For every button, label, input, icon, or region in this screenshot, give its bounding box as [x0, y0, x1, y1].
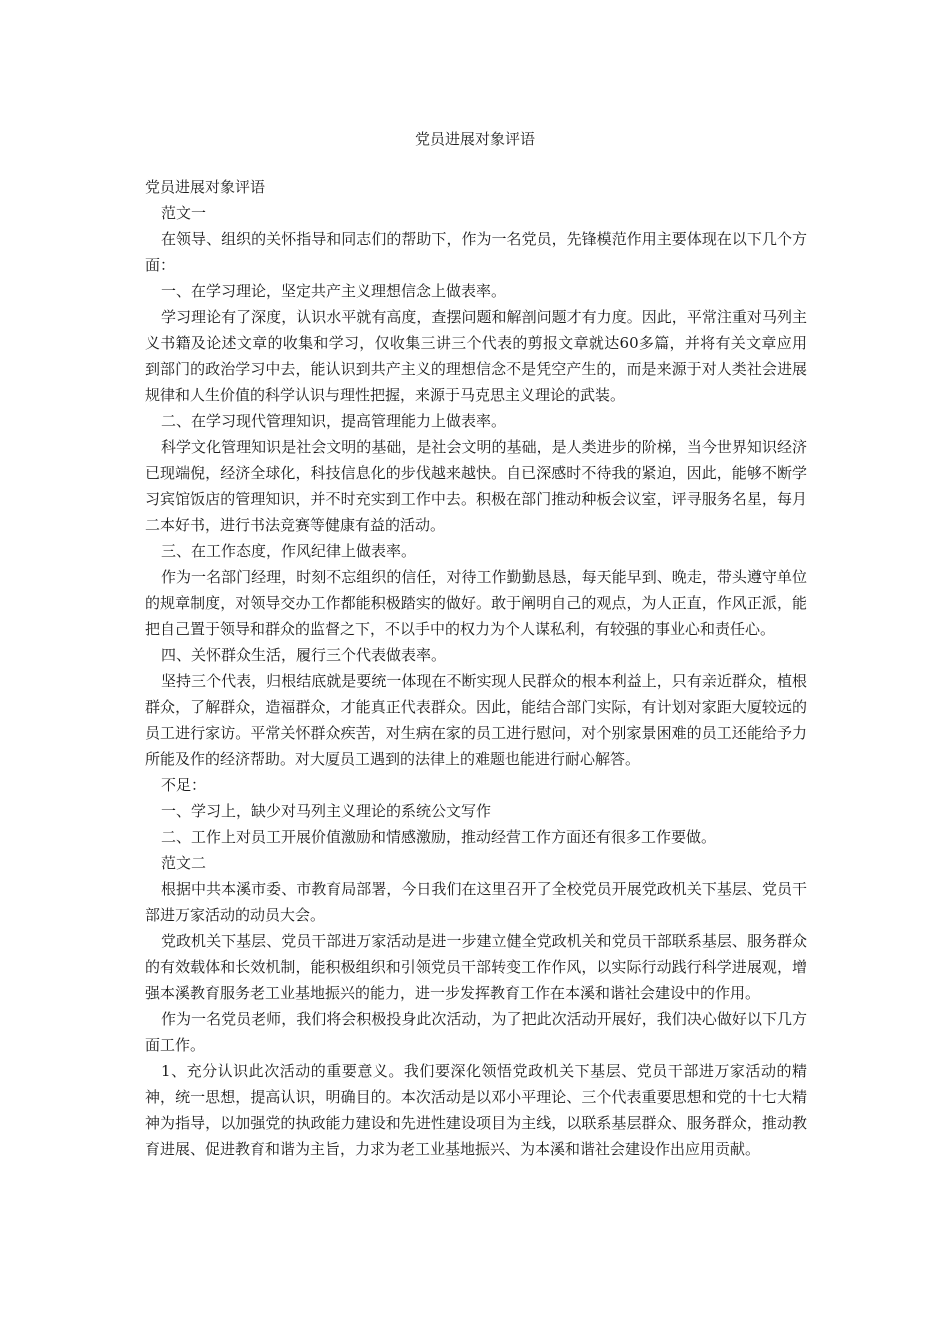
paragraph: 1、充分认识此次活动的重要意义。我们要深化领悟党政机关下基层、党员干部进万家活动的精神，统一思想，提高认识，明确目的。本次活动是以邓小平理论、三个代表重要思想和党的十七大精神为指导，以加强党的执政能力建设和先进性建设项目为主线，以联系基层群众、服务群众，推动教育进展、促进教育和谐为主旨，力求为老工业基地振兴、为本溪和谐社会建设作出应用贡献。: [145, 1062, 807, 1158]
paragraph: 四、关怀群众生活，履行三个代表做表率。: [161, 646, 447, 664]
paragraph: 党政机关下基层、党员干部进万家活动是进一步建立健全党政机关和党员干部联系基层、服务群众的有效载体和长效机制，能积极组织和引领党员干部转变工作作风，以实际行动践行科学进展观，增强本溪教育服务老工业基地振兴的能力，进一步发挥教育工作在本溪和谐社会建设中的作用。: [145, 932, 807, 1002]
paragraph: 二、在学习现代管理知识，提高管理能力上做表率。: [161, 412, 507, 430]
paragraph: 在领导、组织的关怀指导和同志们的帮助下，作为一名党员，先锋模范作用主要体现在以下几个方面：: [145, 230, 807, 274]
paragraph: 党员进展对象评语: [145, 178, 266, 196]
paragraph: 范文一: [161, 204, 207, 222]
paragraph: 学习理论有了深度，认识水平就有高度，查摆问题和解剖问题才有力度。因此，平常注重对马列主义书籍及论述文章的收集和学习，仅收集三讲三个代表的剪报文章就达60多篇，并将有关文章应用到部门的政治学习中去，能认识到共产主义的理想信念不是凭空产生的，而是来源于对人类社会进展规律和人生价值的科学认识与理性把握，来源于马克思主义理论的武装。: [145, 308, 807, 404]
page-title: 党员进展对象评语: [414, 130, 535, 148]
document-body: [145, 174, 807, 1162]
paragraph: 作为一名部门经理，时刻不忘组织的信任，对待工作勤勤恳恳，每天能早到、晚走，带头遵守单位的规章制度，对领导交办工作都能积极踏实的做好。敢于阐明自己的观点，为人正直，作风正派，能把自己置于领导和群众的监督之下，不以手中的权力为个人谋私利，有较强的事业心和责任心。: [145, 568, 807, 638]
paragraph: 坚持三个代表，归根结底就是要统一体现在不断实现人民群众的根本利益上，只有亲近群众，植根群众，了解群众，造福群众，才能真正代表群众。因此，能结合部门实际，有计划对家距大厦较远的员工进行家访。平常关怀群众疾苦，对生病在家的员工进行慰问，对个别家景困难的员工还能给予力所能及作的经济帮助。对大厦员工遇到的法律上的难题也能进行耐心解答。: [145, 672, 807, 768]
paragraph: 作为一名党员老师，我们将会积极投身此次活动，为了把此次活动开展好，我们决心做好以下几方面工作。: [145, 1010, 807, 1054]
paragraph: 范文二: [161, 854, 207, 872]
paragraph: 一、学习上，缺少对马列主义理论的系统公文写作: [161, 802, 492, 820]
paragraph: 二、工作上对员工开展价值激励和情感激励，推动经营工作方面还有很多工作要做。: [161, 828, 717, 846]
paragraph: 一、在学习理论，坚定共产主义理想信念上做表率。: [161, 282, 507, 300]
paragraph: 三、在工作态度，作风纪律上做表率。: [161, 542, 417, 560]
paragraph: 科学文化管理知识是社会文明的基础，是社会文明的基础，是人类进步的阶梯，当今世界知识经济已现端倪，经济全球化，科技信息化的步伐越来越快。自已深感时不待我的紧迫，因此，能够不断学习宾馆饭店的管理知识，并不时充实到工作中去。积极在部门推动种板会议室，评寻服务名星，每月二本好书，进行书法竞赛等健康有益的活动。: [145, 438, 807, 534]
paragraph: 不足：: [161, 776, 207, 794]
paragraph: 根据中共本溪市委、市教育局部署，今日我们在这里召开了全校党员开展党政机关下基层、党员干部进万家活动的动员大会。: [145, 880, 807, 924]
